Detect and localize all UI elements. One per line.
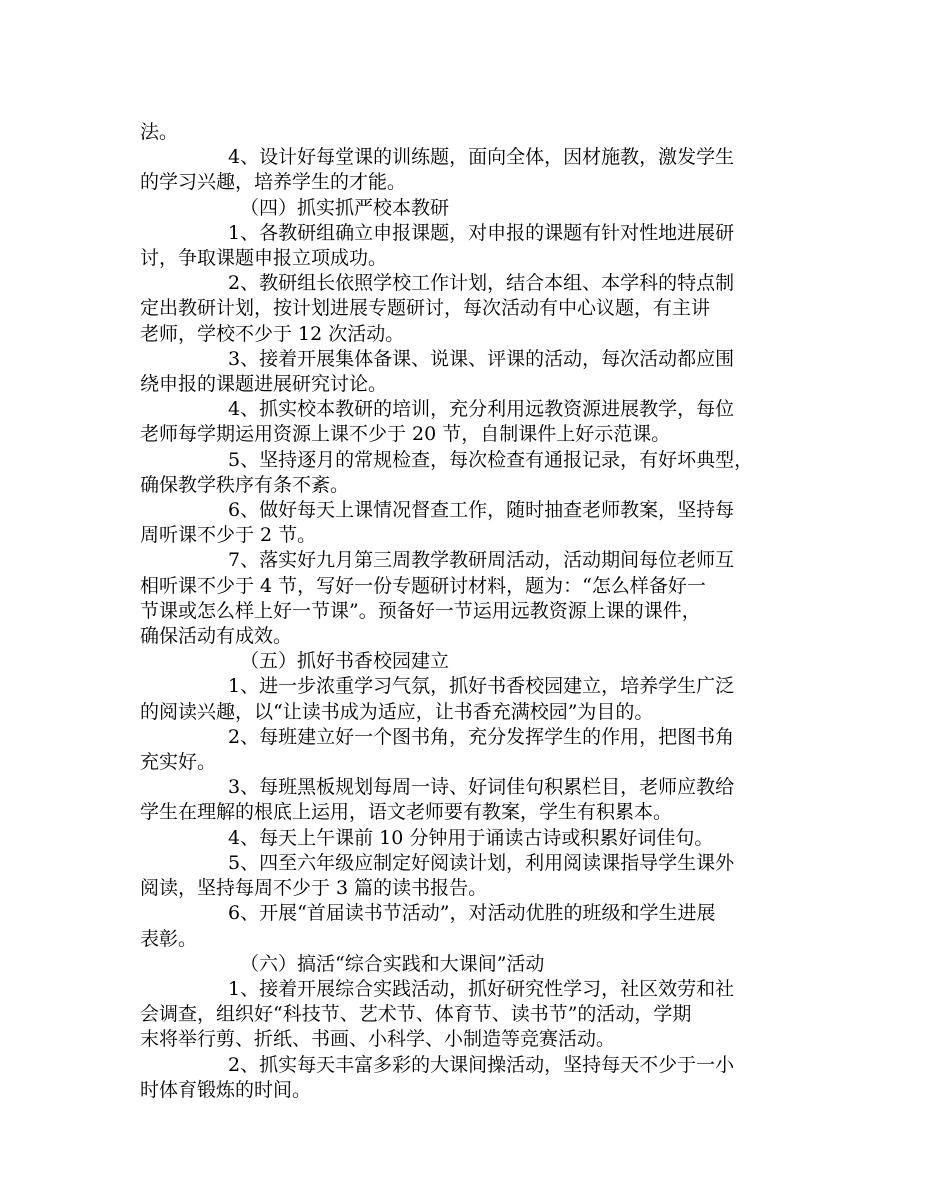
text-line: 3、每班黑板规划每周一诗、好词佳句积累栏目，老师应教给 <box>228 776 735 799</box>
text-line: 4、设计好每堂课的训练题，面向全体，因材施教，激发学生 <box>228 146 735 169</box>
text-line: 4、每天上午课前 10 分钟用于诵读古诗或积累好词佳句。 <box>228 826 714 849</box>
text-line: 2、抓实每天丰富多彩的大课间操活动，坚持每天不少于一小 <box>228 1053 735 1076</box>
text-line: 2、教研组长依照学校工作计划，结合本组、本学科的特点制 <box>228 272 735 295</box>
text-line: 6、开展“首届读书节活动”，对活动优胜的班级和学生进展 <box>228 902 716 925</box>
text-line: 的阅读兴趣，以“让读书成为适应，让书香充满校园”为目的。 <box>140 700 654 723</box>
text-line: 绕申报的课题进展研究讨论。 <box>140 373 388 396</box>
text-line: 老师，学校不少于 12 次活动。 <box>140 322 405 345</box>
section-heading: （五）抓好书香校园建立 <box>240 650 450 673</box>
text-line: 讨，争取课题申报立项成功。 <box>140 247 388 270</box>
text-line: 充实好。 <box>140 751 217 774</box>
text-line: 表彰。 <box>140 927 198 950</box>
text-line: 会调查，组织好“科技节、艺术节、体育节、读书节”的活动，学期 <box>140 1003 692 1026</box>
text-line: 周听课不少于 2 节。 <box>140 524 317 547</box>
text-line: 法。 <box>140 121 179 143</box>
document-body <box>140 120 828 1103</box>
section-heading: （四）抓实抓严校本教研 <box>240 196 450 219</box>
text-line: 确保教学秩序有条不紊。 <box>140 473 350 496</box>
text-line: 1、各教研组确立申报课题，对申报的课题有针对性地进展研 <box>228 221 735 244</box>
text-line: 7、落实好九月第三周教学教研周活动，活动期间每位老师互 <box>228 549 735 572</box>
text-line: 老师每学期运用资源上课不少于 20 节，自制课件上好示范课。 <box>140 423 671 446</box>
text-line: 相听课不少于 4 节，写好一份专题研讨材料，题为：“怎么样备好一 <box>140 574 706 597</box>
text-line: 确保活动有成效。 <box>140 625 293 648</box>
text-line: 1、进一步浓重学习气氛，抓好书香校园建立，培养学生广泛 <box>228 675 735 698</box>
text-line: 2、每班建立好一个图书角，充分发挥学生的作用，把图书角 <box>228 725 735 748</box>
text-line: 阅读，坚持每周不少于 3 篇的读书报告。 <box>140 877 488 900</box>
text-line: 节课或怎么样上好一节课”。预备好一节运用远教资源上课的课件， <box>140 599 701 622</box>
text-line: 3、接着开展集体备课、说课、评课的活动，每次活动都应围 <box>228 347 735 370</box>
text-line: 定出教研计划，按计划进展专题研讨，每次活动有中心议题，有主讲 <box>140 297 711 320</box>
text-line: 4、抓实校本教研的培训，充分利用远教资源进展教学，每位 <box>228 398 735 421</box>
text-line: 末将举行剪、折纸、书画、小科学、小制造等竞赛活动。 <box>140 1028 616 1051</box>
section-heading: （六）搞活“综合实践和大课间”活动 <box>240 952 545 975</box>
text-line: 5、坚持逐月的常规检查，每次检查有通报记录，有好坏典型， <box>228 448 754 471</box>
text-line: 1、接着开展综合实践活动，抓好研究性学习，社区效劳和社 <box>228 977 735 1000</box>
text-line: 时体育锻炼的时间。 <box>140 1078 312 1101</box>
text-line: 学生在理解的根底上运用，语文老师要有教案，学生有积累本。 <box>140 801 673 824</box>
text-line: 5、四至六年级应制定好阅读计划，利用阅读课指导学生课外 <box>228 851 735 874</box>
text-line: 的学习兴趣，培养学生的才能。 <box>140 171 407 194</box>
text-line: 6、做好每天上课情况督查工作，随时抽查老师教案，坚持每 <box>228 499 735 522</box>
